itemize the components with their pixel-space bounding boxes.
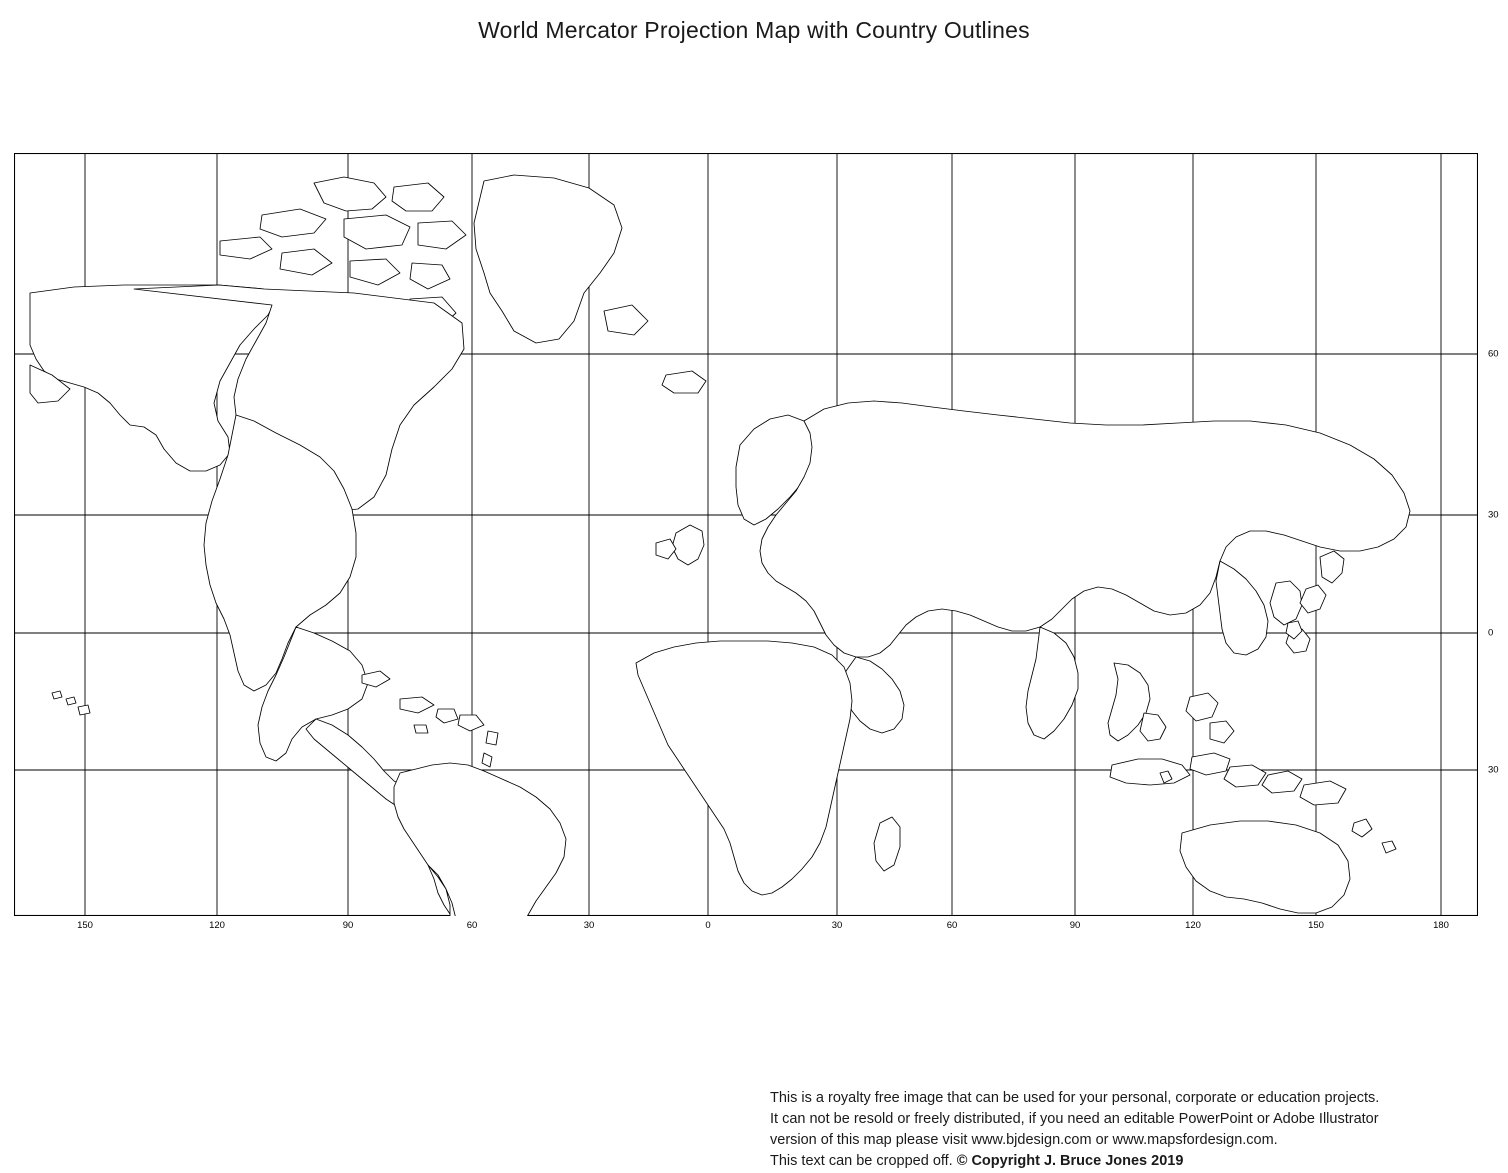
- credit-line-2: It can not be resold or freely distributed, if you need an editable PowerPoint or Adobe Illustrator: [770, 1111, 1379, 1127]
- lon-label: 180: [1433, 920, 1449, 931]
- page-title: World Mercator Projection Map with Country Outlines: [478, 17, 1030, 44]
- lon-label: 60: [466, 920, 478, 931]
- lat-label: 0: [1488, 627, 1494, 639]
- lon-label: 30: [831, 920, 843, 931]
- lon-label: 90: [342, 920, 354, 931]
- lon-label: 120: [1185, 920, 1201, 931]
- lon-label: 150: [1308, 920, 1324, 931]
- lon-label: 60: [946, 920, 958, 931]
- country-outlines: [30, 175, 1416, 916]
- crop-note: This text can be cropped off.: [770, 1153, 953, 1169]
- credit-line-3: version of this map please visit www.bjdesign.com or www.mapsfordesign.com.: [770, 1132, 1278, 1148]
- lon-label: 30: [583, 920, 595, 931]
- lat-label: 30: [1488, 509, 1499, 521]
- world-map[interactable]: [14, 153, 1499, 931]
- lon-label: 120: [209, 920, 225, 931]
- lat-label: 30: [1488, 764, 1499, 776]
- map-svg[interactable]: [14, 153, 1478, 916]
- lat-label: 60: [1488, 348, 1499, 360]
- credit-line-1: This is a royalty free image that can be used for your personal, corporate or education projects.: [770, 1090, 1380, 1106]
- lon-label: 90: [1069, 920, 1081, 931]
- credit-block: [770, 1088, 1500, 1172]
- credit-line-4: [770, 1151, 1500, 1172]
- copyright-notice: © Copyright J. Bruce Jones 2019: [956, 1153, 1184, 1169]
- lon-label: 0: [705, 920, 711, 931]
- lon-label: 150: [77, 920, 93, 931]
